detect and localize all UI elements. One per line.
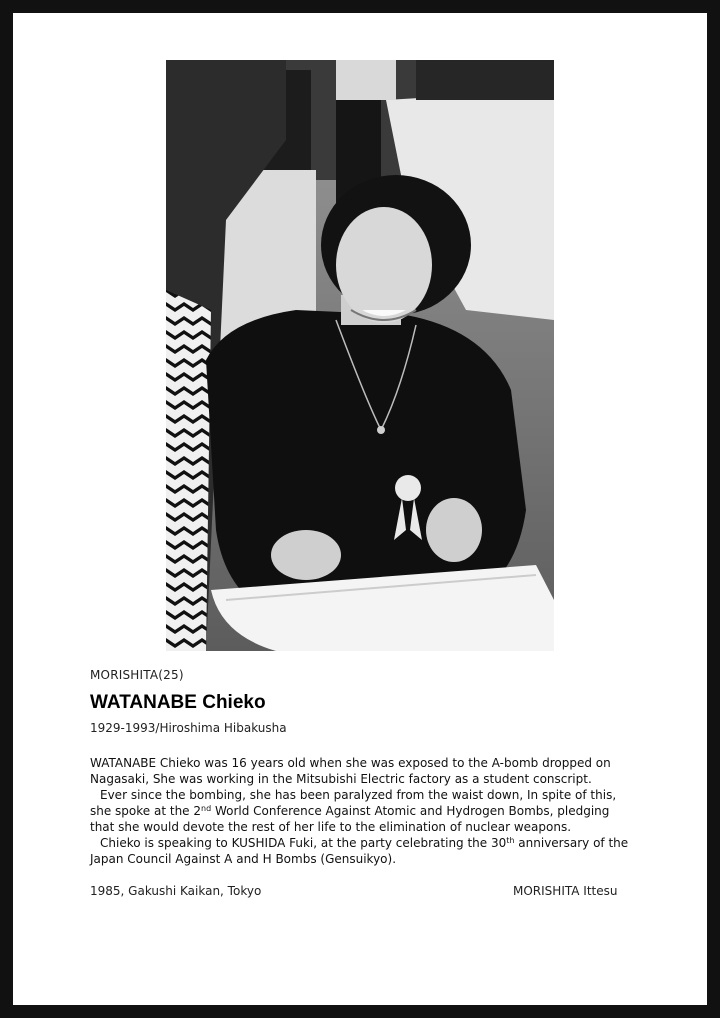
person-dates: 1929-1993/Hiroshima Hibakusha: [90, 721, 287, 735]
biography-paragraph-3: [90, 835, 632, 867]
person-name: WATANABE Chieko: [90, 692, 266, 713]
biography-text: [90, 755, 632, 867]
ordinal-suffix: th: [506, 836, 515, 845]
photographer-credit: MORISHITA Ittesu: [513, 884, 618, 898]
ordinal-suffix: nd: [201, 804, 212, 813]
paragraph-3-text-b: anniversary of the Japan Council Against A and H Bombs (Gensuikyo).: [90, 836, 629, 866]
poster-panel: [13, 13, 707, 1005]
paragraph-2-text-b: World Conference Against Atomic and Hydrogen Bombs, pledging that she would devote the rest of her life to the elimination of nuclear weapons.: [90, 804, 610, 834]
biography-paragraph-2: [90, 787, 632, 835]
paragraph-3-text-a: Chieko is speaking to KUSHIDA Fuki, at the party celebrating the 30: [100, 836, 507, 850]
photo-caption: 1985, Gakushi Kaikan, Tokyo: [90, 884, 262, 898]
paragraph-2-text-a: Ever since the bombing, she has been paralyzed from the waist down, In spite of this, she spoke at the 2: [90, 788, 617, 818]
portrait-photo: [166, 60, 554, 651]
photo-illustration: [166, 60, 554, 651]
biography-paragraph-1: WATANABE Chieko was 16 years old when she was exposed to the A-bomb dropped on Nagasaki, She was working in the Mitsubishi Electric factory as a student conscript.: [90, 756, 611, 786]
panel-code: MORISHITA(25): [90, 668, 184, 682]
